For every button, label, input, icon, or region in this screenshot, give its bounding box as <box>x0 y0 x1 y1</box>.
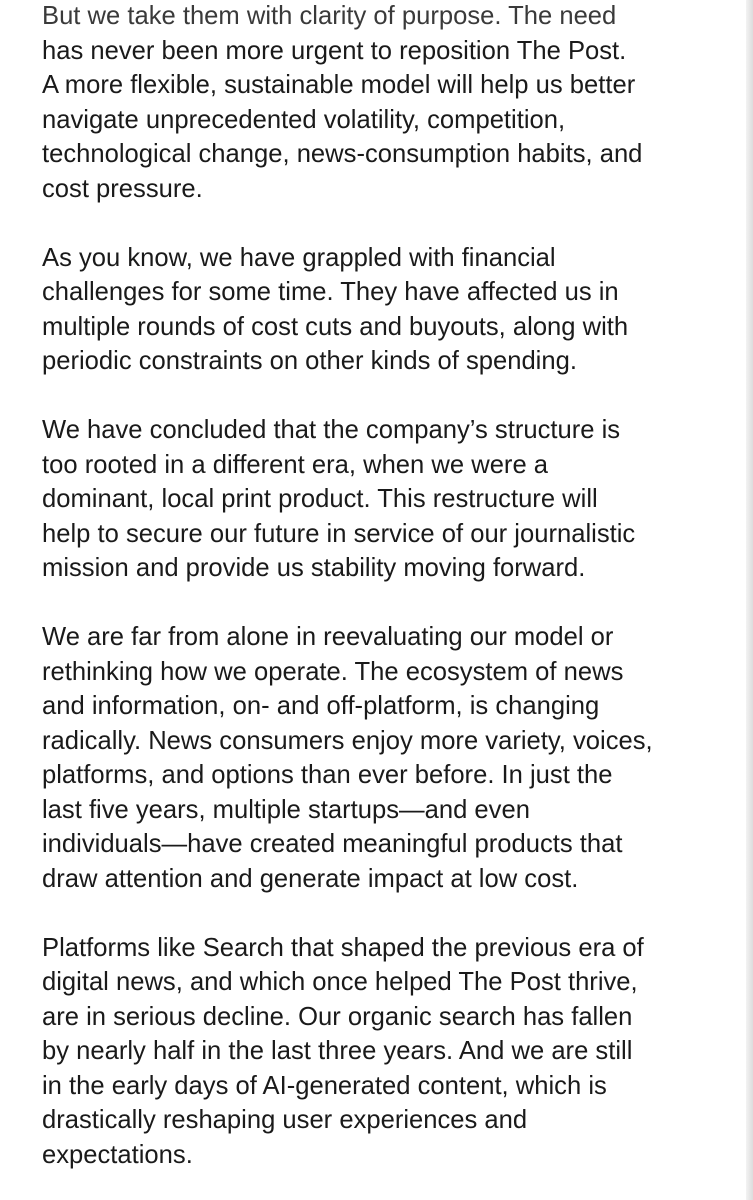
text-line: are in serious decline. Our organic search has fallen <box>42 1002 633 1031</box>
text-line: multiple rounds of cost cuts and buyouts, along with <box>42 312 629 341</box>
text-line: We are far from alone in reevaluating our model or <box>42 623 614 651</box>
text-line: drastically reshaping user experiences and <box>42 1106 528 1134</box>
text-line: technological change, news-consumption habits, and <box>42 140 643 168</box>
text-line: digital news, and which once helped The Post thrive, <box>42 968 638 996</box>
text-line: rethinking how we operate. The ecosystem of news <box>42 657 624 686</box>
text-line: has never been more urgent to reposition The Post. <box>42 36 627 65</box>
text-line: As you know, we have grappled with financial <box>42 243 556 272</box>
text-line: and information, on- and off-platform, is changing <box>42 692 600 720</box>
text-line: periodic constraints on other kinds of spending. <box>42 347 577 375</box>
text-line: in the early days of AI-generated content, which is <box>42 1071 607 1100</box>
text-line: help to secure our future in service of our journalistic <box>42 519 636 548</box>
paragraph-news-ecosystem <box>42 620 742 896</box>
text-line: dominant, local print product. This restructure will <box>42 485 598 513</box>
text-line: draw attention and generate impact at low cost. <box>42 864 579 893</box>
text-line: platforms, and options than ever before. In just the <box>42 761 613 789</box>
document-body <box>42 0 742 1200</box>
text-line: cost pressure. <box>42 174 203 203</box>
page-edge-shadow <box>746 0 753 1200</box>
paragraph-search-decline <box>42 931 742 1173</box>
text-line: radically. News consumers enjoy more variety, voices, <box>42 726 653 755</box>
text-line: But we take them with clarity of purpose. The need <box>42 2 617 30</box>
paragraph-company-structure <box>42 413 742 586</box>
text-line: too rooted in a different era, when we were a <box>42 450 549 479</box>
text-line: mission and provide us stability moving forward. <box>42 554 586 582</box>
paragraph-purpose <box>42 0 742 206</box>
text-line: challenges for some time. They have affected us in <box>42 278 619 306</box>
text-line: last five years, multiple startups—and even <box>42 795 530 824</box>
text-line: We have concluded that the company’s structure is <box>42 416 621 444</box>
paragraph-financial-challenges <box>42 241 742 379</box>
text-line: A more flexible, sustainable model will help us better <box>42 71 636 99</box>
text-line: navigate unprecedented volatility, competition, <box>42 105 566 134</box>
text-line: individuals—have created meaningful products that <box>42 830 623 858</box>
text-line: by nearly half in the last three years. And we are still <box>42 1037 633 1065</box>
text-line: Platforms like Search that shaped the previous era of <box>42 933 644 962</box>
text-line: expectations. <box>42 1140 193 1169</box>
